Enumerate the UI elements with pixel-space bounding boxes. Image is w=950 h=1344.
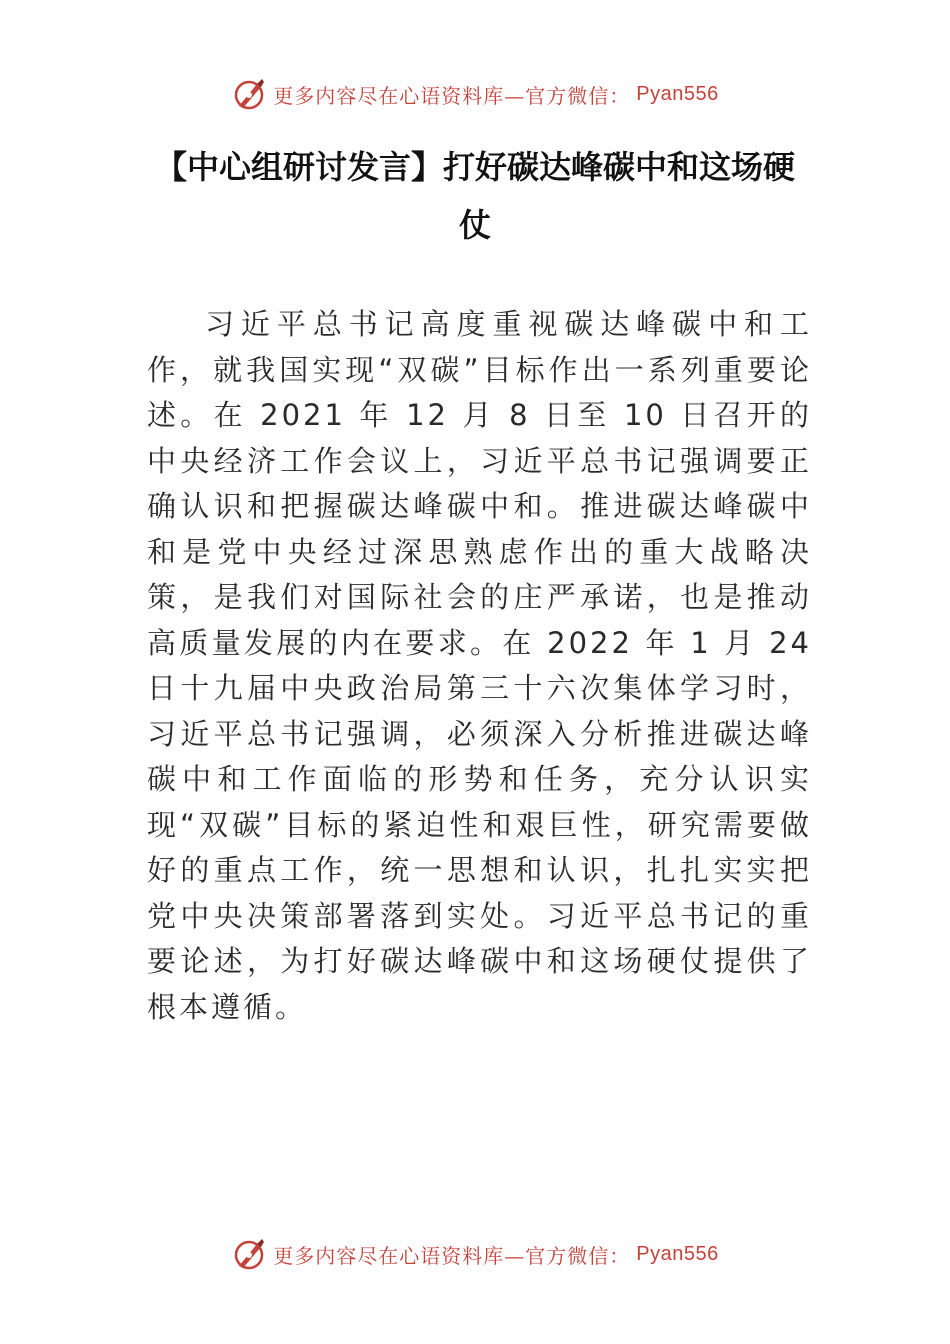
pen-logo-icon <box>231 76 267 112</box>
page-footer-banner <box>0 1234 950 1274</box>
footer-wechat-id: Pyan556 <box>636 1242 719 1265</box>
header-banner-text: 更多内容尽在心语资料库—官方微信： <box>273 83 631 108</box>
document-title: 【中心组研讨发言】打好碳达峰碳中和这场硬仗 <box>154 148 795 244</box>
page-header-banner <box>0 74 950 114</box>
header-wechat-id: Pyan556 <box>636 82 719 105</box>
pen-logo-icon <box>231 1236 267 1272</box>
footer-banner-text: 更多内容尽在心语资料库—官方微信： <box>273 1243 631 1268</box>
body-paragraph: 习近平总书记高度重视碳达峰碳中和工作，就我国实现“双碳”目标作出一系列重要论述。在 2021 年 12 月 8 日至 10 日召开的中央经济工作会议上，习近平总书记强调要正确认识和把握碳达峰碳中和。推进碳达峰碳中和是党中央经过深思熟虑作出的重大战略决策，是我们对国际社会的庄严承诺，也是推动高质量发展的内在要求。在 2022 年 1 月 24 日十九届中央政治局第三十六次集体学习时，习近平总书记强调，必须深入分析推进碳达峰碳中和工作面临的形势和任务，充分认识实现“双碳”目标的紧迫性和艰巨性，研究需要做好的重点工作，统一思想和认识，扎扎实实把党中央决策部署落到实处。习近平总书记的重要论述，为打好碳达峰碳中和这场硬仗提供了根本遵循。 <box>147 307 812 1024</box>
